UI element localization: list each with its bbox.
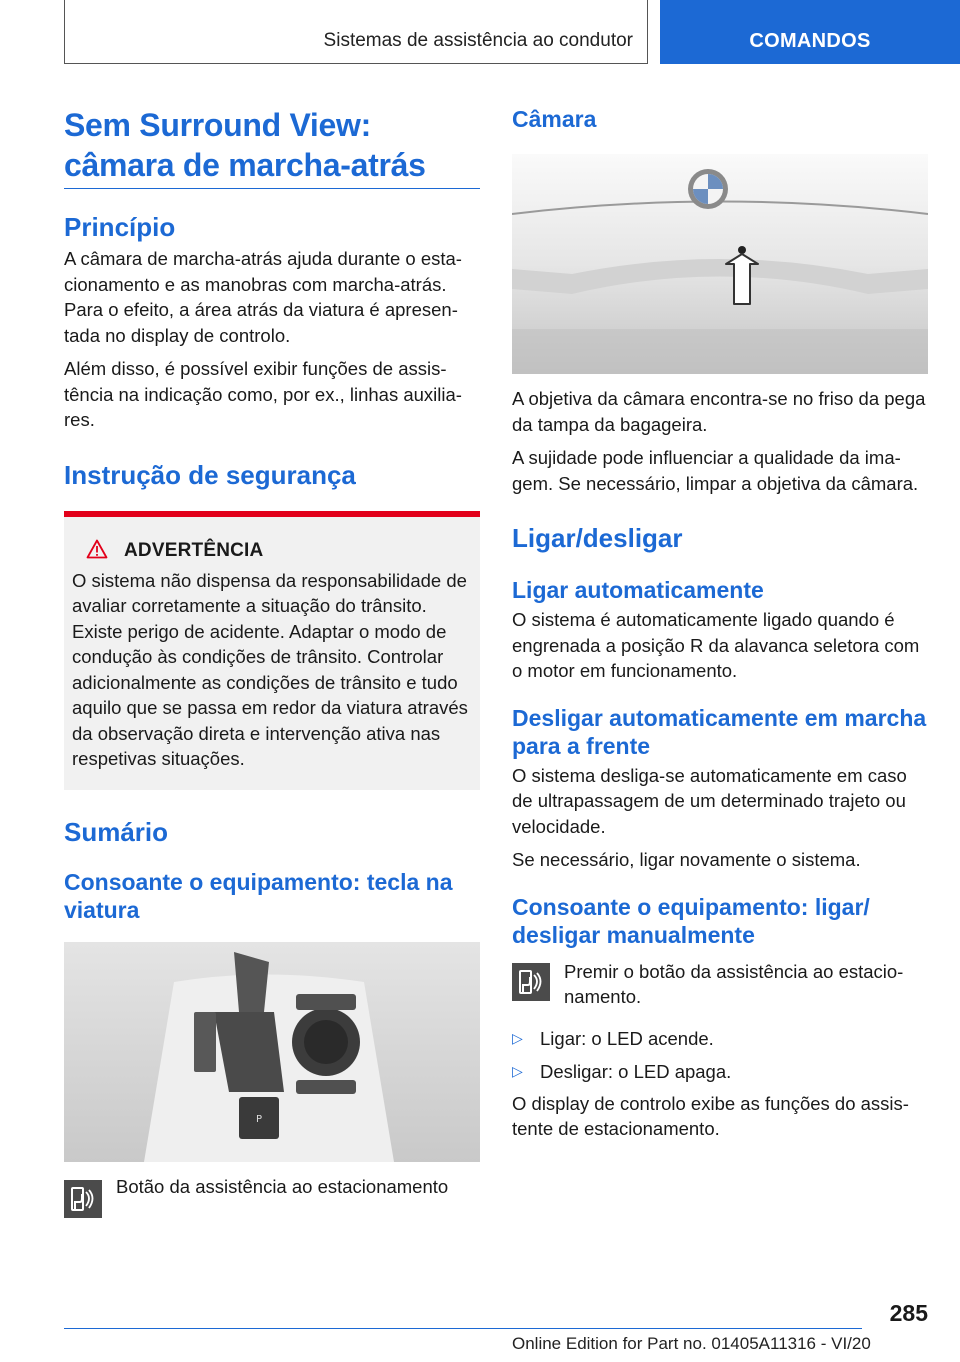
list-item (512, 1026, 928, 1052)
right-column (512, 100, 928, 1142)
auto-off-paragraph-1: O sistema desliga-se automaticamente em caso de ultrapassagem de um determinado trajeto ou velocidade. (512, 764, 907, 837)
safety-heading: Instrução de segurança (64, 459, 356, 490)
svg-text:P: P (255, 1113, 263, 1125)
manual-instruction: Premir o botão da assistência ao estacio-namento. (564, 960, 904, 1007)
equipment-button-heading: Consoante o equipamento: tecla na viatura (64, 868, 453, 923)
button-caption: Botão da assistência ao estacionamento (116, 1175, 449, 1197)
header-section-box (64, 0, 648, 64)
title-rule (64, 188, 480, 189)
page-title-line2: câmara de marcha-atrás (64, 147, 426, 183)
warning-box (64, 511, 480, 790)
center-console-image (64, 942, 480, 1162)
left-column (64, 100, 480, 1218)
rear-camera-image (512, 154, 928, 374)
manual-heading: Consoante o equipamento: ligar/ desligar manualmente (512, 893, 870, 948)
principle-paragraph-1: A câmara de marcha-atrás ajuda durante o esta-cionamento e as manobras com marcha-atrás. Para o efeito, a área atrás da viatura é apresen-tada no display de controlo. (64, 248, 462, 346)
list-item (512, 1059, 928, 1085)
warning-title: ADVERTÊNCIA (124, 540, 264, 561)
header-chapter-tab[interactable] (660, 0, 960, 64)
camera-heading: Câmara (512, 106, 597, 132)
page-title (64, 105, 480, 185)
header-chapter-label: COMANDOS (749, 30, 871, 52)
warning-triangle-icon (86, 539, 108, 564)
warning-text: O sistema não dispensa da responsabilidade de avaliar corretamente a situação do trânsito. Existe perigo de acidente. Adaptar o modo de condução às condições de trânsito. Controlar adicionalmente as condições de trânsito e tudo aquilo que se passa em redor da viatura através da observação direta e intervenção ativa nas respetivas situações. (72, 569, 468, 769)
header-section-title: Sistemas de assistência ao condutor (323, 30, 633, 51)
park-assist-icon (64, 1180, 102, 1218)
manual-instruction-row (512, 960, 928, 1010)
final-paragraph: O display de controlo exibe as funções do assis-tente de estacionamento. (512, 1092, 909, 1139)
onoff-heading: Ligar/desligar (512, 523, 683, 553)
triangle-bullet-icon: ▷ (512, 1029, 523, 1046)
page-number: 285 (889, 1300, 928, 1326)
page-title-line1: Sem Surround View: (64, 107, 371, 143)
auto-off-heading: Desligar automaticamente em marcha para a frente (512, 704, 927, 759)
summary-heading: Sumário (64, 816, 169, 847)
auto-on-heading: Ligar automaticamente (512, 577, 764, 603)
list-item-text: Ligar: o LED acende. (540, 1027, 714, 1049)
footer-edition: Online Edition for Part no. 01405A11316 - VI/20 (512, 1334, 871, 1353)
list-item-text: Desligar: o LED apaga. (540, 1061, 732, 1082)
button-caption-row (64, 1175, 480, 1218)
park-assist-icon (512, 963, 550, 1001)
triangle-bullet-icon: ▷ (512, 1063, 523, 1079)
warning-header (86, 539, 472, 564)
principle-paragraph-2: Além disso, é possível exibir funções de assis-tência na indicação como, por ex., linhas auxilia-res. (64, 358, 462, 430)
auto-on-paragraph: O sistema é automaticamente ligado quando é engrenada a posição R da alavanca seletora com o motor em funcionamento. (512, 609, 920, 681)
camera-paragraph-2: A sujidade pode influenciar a qualidade da ima-gem. Se necessário, limpar a objetiva da câmara. (512, 447, 919, 494)
auto-off-paragraph-2: Se necessário, ligar novamente o sistema. (512, 849, 861, 870)
camera-paragraph-1: A objetiva da câmara encontra-se no friso da pega da tampa da bagageira. (512, 388, 926, 435)
principle-heading: Princípio (64, 212, 176, 242)
footer-rule (64, 1328, 862, 1329)
